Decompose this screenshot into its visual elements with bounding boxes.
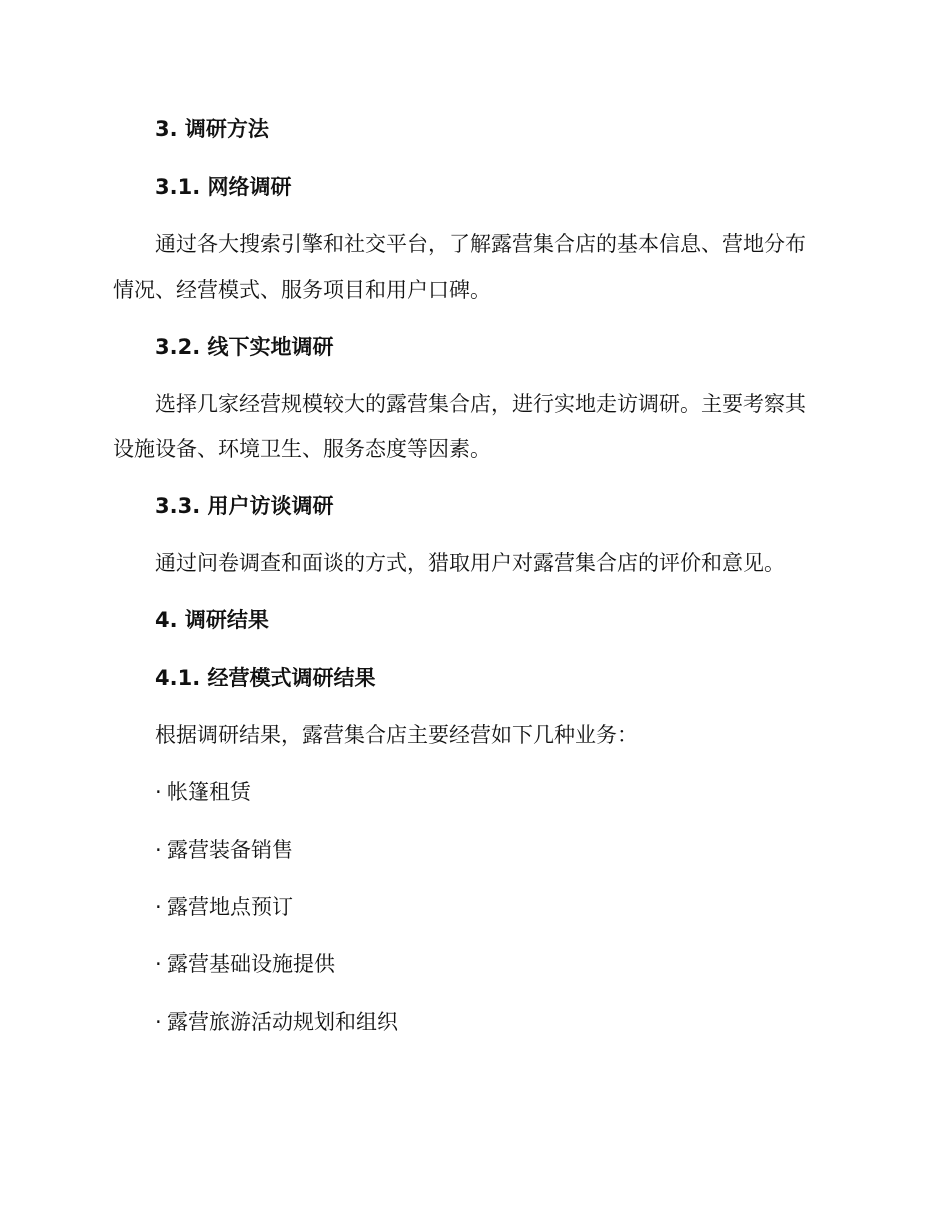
list-item-text: 露营旅游活动规划和组织 [167, 1010, 398, 1034]
list-item [155, 893, 293, 921]
list-item-text: 露营装备销售 [167, 838, 293, 862]
list-item [155, 1008, 398, 1036]
paragraph-3-2-line-2: 设施设备、环境卫生、服务态度等因素。 [113, 437, 491, 461]
bullet-icon: · [155, 1010, 162, 1034]
paragraph-4-1-intro: 根据调研结果，露营集合店主要经营如下几种业务： [155, 723, 638, 747]
paragraph-3-2-line-1: 选择几家经营规模较大的露营集合店，进行实地走访调研。主要考察其 [155, 392, 806, 416]
list-item [155, 836, 293, 864]
list-item [155, 950, 335, 978]
heading-4-1: 4.1. 经营模式调研结果 [155, 666, 376, 690]
heading-4: 4. 调研结果 [155, 608, 269, 632]
heading-3-2: 3.2. 线下实地调研 [155, 335, 334, 359]
bullet-icon: · [155, 952, 162, 976]
paragraph-3-1-line-2: 情况、经营模式、服务项目和用户口碑。 [113, 278, 491, 302]
list-item-text: 露营地点预订 [167, 895, 293, 919]
heading-3: 3. 调研方法 [155, 117, 269, 141]
list-item [155, 778, 251, 806]
bullet-icon: · [155, 895, 162, 919]
bullet-icon: · [155, 780, 162, 804]
paragraph-3-3-line-1: 通过问卷调查和面谈的方式，猎取用户对露营集合店的评价和意见。 [155, 551, 785, 575]
bullet-icon: · [155, 838, 162, 862]
list-item-text: 帐篷租赁 [167, 780, 251, 804]
list-item-text: 露营基础设施提供 [167, 952, 335, 976]
heading-3-3: 3.3. 用户访谈调研 [155, 494, 334, 518]
paragraph-3-1-line-1: 通过各大搜索引擎和社交平台，了解露营集合店的基本信息、营地分布 [155, 232, 806, 256]
heading-3-1: 3.1. 网络调研 [155, 175, 292, 199]
